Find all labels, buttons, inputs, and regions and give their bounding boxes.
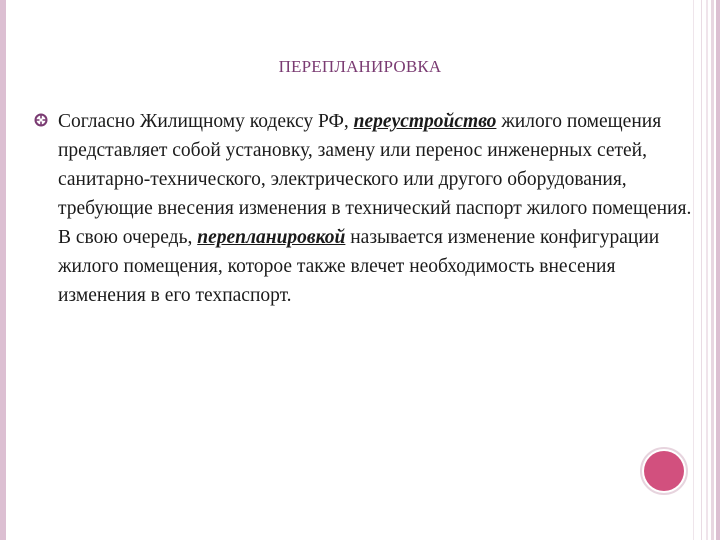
circle-decoration-icon (644, 451, 684, 491)
paragraph-text: называется изменение конфигурации жилого помещения, которое также влечет необходимость внесения изменения в его техпаспорт. (58, 227, 660, 306)
slide-title: ПЕРЕПЛАНИРОВКА (278, 57, 442, 76)
term-highlight: переустройство (353, 111, 497, 132)
right-border-line (716, 0, 720, 540)
term-highlight: перепланировкой (197, 227, 346, 248)
paragraph-text: Согласно Жилищному кодексу РФ, (58, 111, 354, 132)
left-border (0, 0, 6, 540)
paragraph-text: жилого помещения представляет собой установку, замену или перенос инженерных сетей, санитарно-технического, электрического или другого оборудования, требующие внесения изменения в технический паспорт жилого помещения. В свою очередь, (58, 111, 692, 248)
bullet-item (34, 107, 694, 310)
right-border-line (706, 0, 708, 540)
right-border-line (711, 0, 714, 540)
ornamental-bullet-icon (34, 113, 48, 127)
body-paragraph (58, 107, 694, 310)
right-border-line (701, 0, 702, 540)
